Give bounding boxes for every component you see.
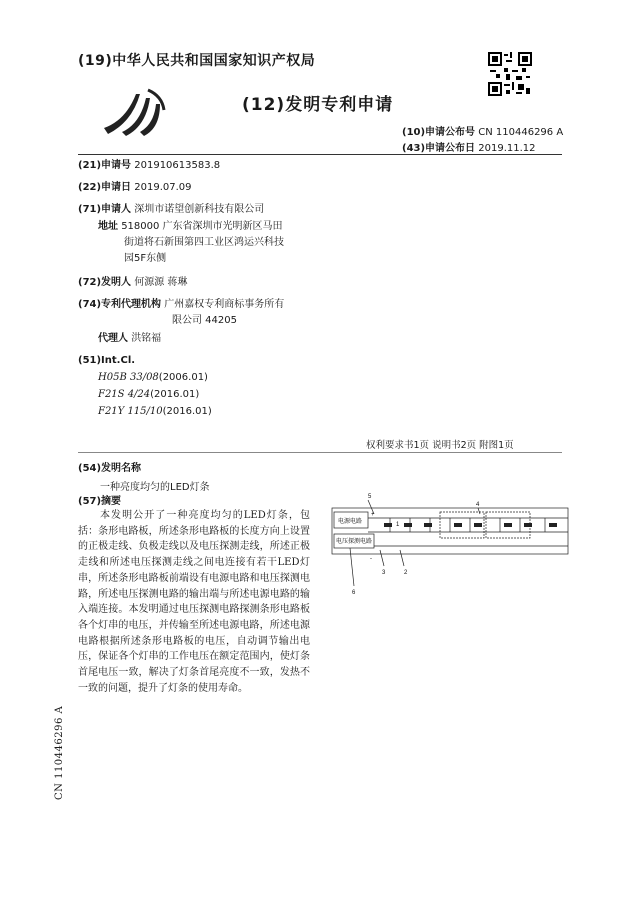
applicant: (71)申请人 深圳市诺望创新科技有限公司 — [78, 204, 265, 215]
page-counts: 权利要求书1页 说明书2页 附图1页 — [366, 440, 514, 451]
power-circuit-label: 电源电路 — [338, 519, 363, 525]
abstract-label: (57)摘要 — [78, 496, 122, 507]
int-cl-entry: F21S 4/24(2016.01) — [98, 389, 200, 400]
ref-num: 2 — [404, 570, 408, 576]
address: 地址 518000 广东省深圳市光明新区马田 街道将石新围第四工业区鸿运兴科技 园5F东侧 — [98, 221, 284, 264]
sidebar-pub-number: CN 110446296 A — [54, 705, 65, 800]
qr-code-icon — [488, 52, 532, 96]
abstract-text: 本发明公开了一种亮度均匀的LED灯条，包括：条形电路板，所述条形电路板的长度方向上设置的正极走线、负极走线以及电压探测走线，所述正极走线和所述电压探测走线之间电连接有若干LED灯串，所述条形电路板前端设有电源电路和电压探测电路，所述电压探测电路的输出端与所述电源电路的输入端连接。本发明通过电压探测电路探测条形电路板各个灯串的电压，并传输至所述电源电路，所述电源电路根据所述条形电路板的电压，自动调节输出电压，保证各个灯串的工作电压在额定范围内，使灯条首尾电压一致，解决了灯条首尾亮度不一致，发热不一致的问题，提升了灯条的使用寿命。 — [78, 510, 310, 694]
ref-num: 3 — [382, 570, 386, 576]
int-cl-entry: H05B 33/08(2006.01) — [98, 372, 208, 383]
led-strip-figure — [330, 490, 570, 600]
section-rule — [78, 452, 562, 453]
invention-title: 一种亮度均匀的LED灯条 — [100, 482, 210, 493]
ref-num: 4 — [476, 502, 480, 508]
int-cl-label: (51)Int.Cl. — [78, 355, 136, 366]
patent-agency: (74)专利代理机构 广州嘉权专利商标事务所有 限公司 44205 — [78, 299, 285, 326]
minus-sign: - — [370, 556, 372, 562]
application-number: (21)申请号 201910613583.8 — [78, 160, 221, 171]
int-cl-entry: F21Y 115/10(2016.01) — [98, 406, 212, 417]
header-rule — [78, 154, 562, 155]
document-type: (12)发明专利申请 — [242, 95, 394, 115]
invention-title-label: (54)发明名称 — [78, 463, 142, 474]
ref-num: 5 — [368, 494, 372, 500]
publication-number: (10)申请公布号 CN 110446296 A — [402, 127, 564, 138]
voltage-detect-label: 电压探测电路 — [336, 539, 373, 545]
ref-num: 6 — [352, 590, 356, 596]
issuing-office: (19)中华人民共和国国家知识产权局 — [78, 53, 316, 69]
inventors: (72)发明人 何源源 蒋琳 — [78, 277, 188, 288]
plus-sign: + — [371, 512, 375, 518]
application-date: (22)申请日 2019.07.09 — [78, 182, 192, 193]
patent-agent: 代理人 洪铭福 — [98, 333, 162, 344]
publication-date: (43)申请公布日 2019.11.12 — [402, 143, 536, 154]
cnipa-logo-icon — [96, 84, 168, 140]
ref-num: 1 — [396, 522, 400, 528]
